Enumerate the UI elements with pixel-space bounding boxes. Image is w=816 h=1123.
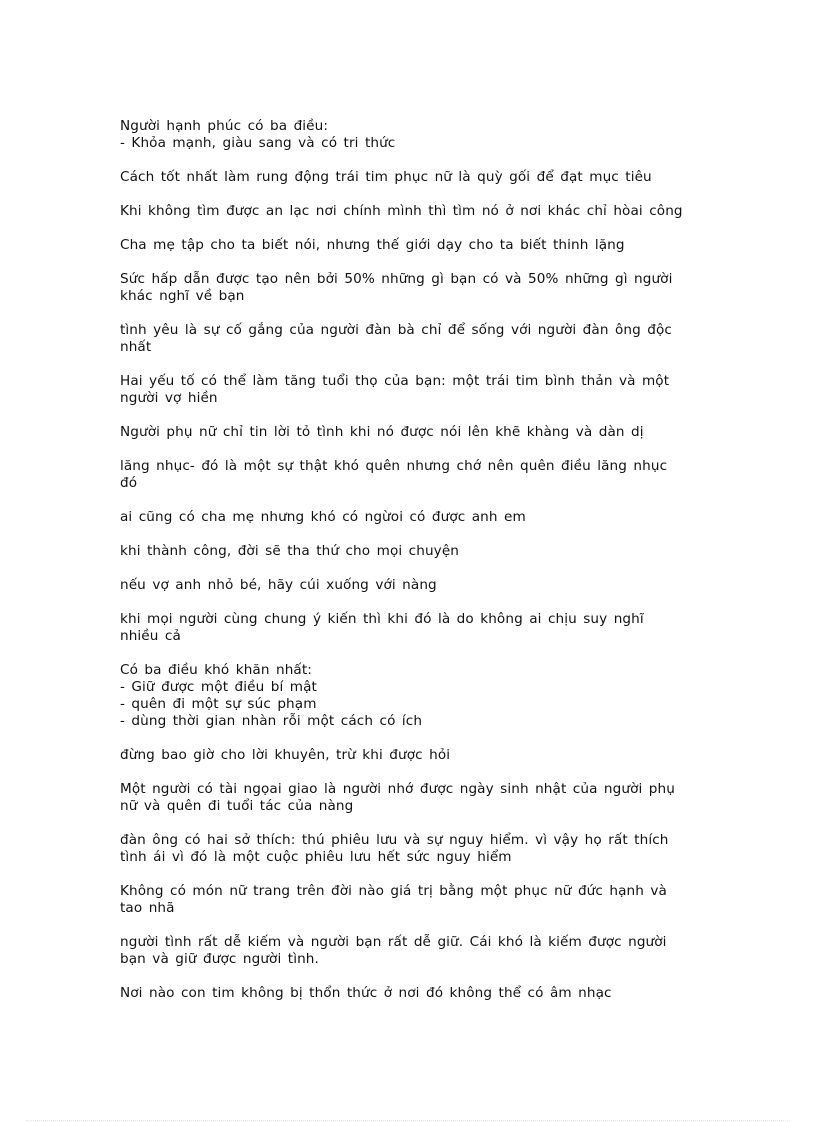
text-line: tình ái vì đó là một cuộc phiêu lưu hết sức nguy hiểm [120, 849, 512, 865]
paragraph [120, 577, 700, 594]
paragraph [120, 985, 700, 1002]
text-line: tao nhã [120, 900, 175, 916]
paragraph [120, 543, 700, 560]
paragraph [120, 747, 700, 764]
text-line: Cha mẹ tập cho ta biết nói, nhưng thế giới dạy cho ta biết thinh lặng [120, 237, 625, 253]
text-line: - quên đi một sự súc phạm [120, 696, 317, 712]
text-line: khác nghĩ về bạn [120, 288, 245, 304]
text-line: khi mọi người cùng chung ý kiến thì khi đó là do không ai chịu suy nghĩ [120, 611, 644, 627]
paragraph [120, 662, 700, 730]
document-body [120, 118, 700, 1019]
text-line: Sức hấp dẫn được tạo nên bởi 50% những gì bạn có và 50% những gì người [120, 271, 673, 287]
text-line: Người hạnh phúc có ba điều: [120, 118, 329, 134]
paragraph [120, 118, 700, 152]
text-line: Người phụ nữ chỉ tin lời tỏ tình khi nó được nói lên khẽ khàng và dàn dị [120, 424, 644, 440]
text-line: lăng nhục- đó là một sự thật khó quên nhưng chớ nên quên điều lăng nhục [120, 458, 668, 474]
text-line: - Khỏa mạnh, giàu sang và có tri thức [120, 135, 396, 151]
text-line: bạn và giữ được người tình. [120, 951, 319, 967]
text-line: người vợ hiền [120, 390, 218, 406]
text-line: Có ba điều khó khăn nhất: [120, 662, 312, 678]
paragraph [120, 373, 700, 407]
text-line: nữ và quên đi tuổi tác của nàng [120, 798, 354, 814]
paragraph [120, 322, 700, 356]
paragraph [120, 237, 700, 254]
text-line: Một người có tài ngọai giao là người nhớ được ngày sinh nhật của người phụ [120, 781, 675, 797]
paragraph [120, 203, 700, 220]
text-line: Nơi nào con tim không bị thổn thức ở nơi đó không thể có âm nhạc [120, 985, 612, 1001]
paragraph [120, 934, 700, 968]
text-line: đó [120, 475, 138, 491]
paragraph [120, 509, 700, 526]
paragraph [120, 169, 700, 186]
text-line: khi thành công, đời sẽ tha thứ cho mọi chuyện [120, 543, 459, 559]
text-line: người tình rất dễ kiếm và người bạn rất dễ giữ. Cái khó là kiếm được người [120, 934, 667, 950]
text-line: nhất [120, 339, 152, 355]
paragraph [120, 883, 700, 917]
page-bottom-divider [26, 1120, 790, 1121]
text-line: - Giữ được một điều bí mật [120, 679, 317, 695]
paragraph [120, 832, 700, 866]
text-line: Khi không tìm được an lạc nơi chính mình thì tìm nó ở nơi khác chỉ hòai công [120, 203, 683, 219]
paragraph [120, 781, 700, 815]
paragraph [120, 611, 700, 645]
text-line: ai cũng có cha mẹ nhưng khó có ngừoi có được anh em [120, 509, 526, 525]
text-line: nếu vợ anh nhỏ bé, hãy cúi xuống với nàng [120, 577, 437, 593]
paragraph [120, 458, 700, 492]
text-line: nhiều cả [120, 628, 181, 644]
text-line: Cách tốt nhất làm rung động trái tim phục nữ là quỳ gối để đạt mục tiêu [120, 169, 652, 185]
text-line: đừng bao giờ cho lời khuyên, trừ khi được hỏi [120, 747, 451, 763]
text-line: đàn ông có hai sở thích: thú phiêu lưu và sự nguy hiểm. vì vậy họ rất thích [120, 832, 669, 848]
text-line: - dùng thời gian nhàn rỗi một cách có ích [120, 713, 423, 729]
text-line: tình yêu là sự cố gắng của người đàn bà chỉ để sống với người đàn ông độc [120, 322, 672, 338]
paragraph [120, 271, 700, 305]
text-line: Hai yếu tố có thể làm tăng tuổi thọ của bạn: một trái tim bình thản và một [120, 373, 670, 389]
paragraph [120, 424, 700, 441]
text-line: Không có món nữ trang trên đời nào giá trị bằng một phục nữ đức hạnh và [120, 883, 667, 899]
